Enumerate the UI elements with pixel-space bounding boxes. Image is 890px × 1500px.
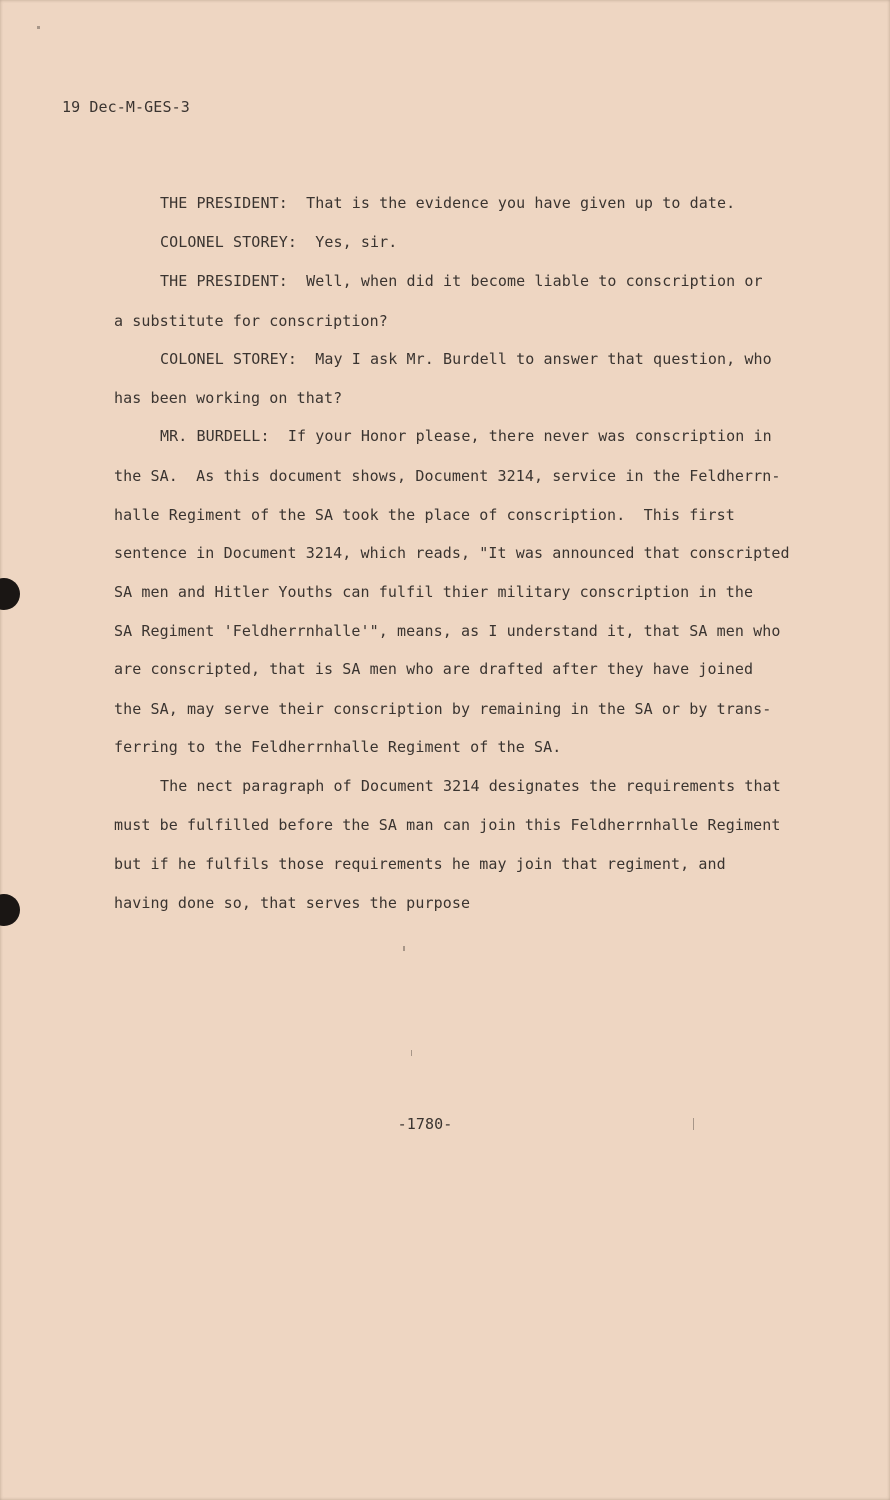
text-line: must be fulfilled before the SA man can join this Feldherrnhalle Regiment bbox=[114, 816, 781, 834]
text-line: the SA, may serve their conscription by remaining in the SA or by trans- bbox=[114, 700, 772, 718]
text-line: has been working on that? bbox=[114, 389, 343, 407]
text-line: SA Regiment 'Feldherrnhalle'", means, as I understand it, that SA men who bbox=[114, 622, 781, 640]
text-line: the SA. As this document shows, Document 3214, service in the Feldherrn- bbox=[114, 467, 781, 485]
document-header: 19 Dec-M-GES-3 bbox=[62, 98, 190, 116]
text-line: THE PRESIDENT: That is the evidence you have given up to date. bbox=[160, 194, 736, 212]
text-line: THE PRESIDENT: Well, when did it become liable to conscription or bbox=[160, 272, 763, 290]
text-line: MR. BURDELL: If your Honor please, there never was conscription in bbox=[160, 427, 772, 445]
text-line: halle Regiment of the SA took the place of conscription. This first bbox=[114, 506, 735, 524]
text-line: a substitute for conscription? bbox=[114, 312, 388, 330]
text-line: SA men and Hitler Youths can fulfil thier military conscription in the bbox=[114, 583, 754, 601]
text-line: COLONEL STOREY: May I ask Mr. Burdell to answer that question, who bbox=[160, 350, 772, 368]
text-line: having done so, that serves the purpose bbox=[114, 894, 471, 912]
text-line: ferring to the Feldherrnhalle Regiment of the SA. bbox=[114, 738, 562, 756]
text-line: sentence in Document 3214, which reads, "It was announced that conscripted bbox=[114, 544, 790, 562]
ink-speck bbox=[403, 946, 405, 951]
ink-speck bbox=[37, 26, 40, 29]
ink-speck bbox=[411, 1050, 412, 1056]
page-number: -1780- bbox=[397, 1115, 453, 1133]
text-line: but if he fulfils those requirements he may join that regiment, and bbox=[114, 855, 726, 873]
punch-hole-upper bbox=[0, 578, 20, 610]
text-line: COLONEL STOREY: Yes, sir. bbox=[160, 233, 398, 251]
text-line: The nect paragraph of Document 3214 designates the requirements that bbox=[160, 777, 781, 795]
text-line: are conscripted, that is SA men who are drafted after they have joined bbox=[114, 660, 754, 678]
punch-hole-lower bbox=[0, 894, 20, 926]
